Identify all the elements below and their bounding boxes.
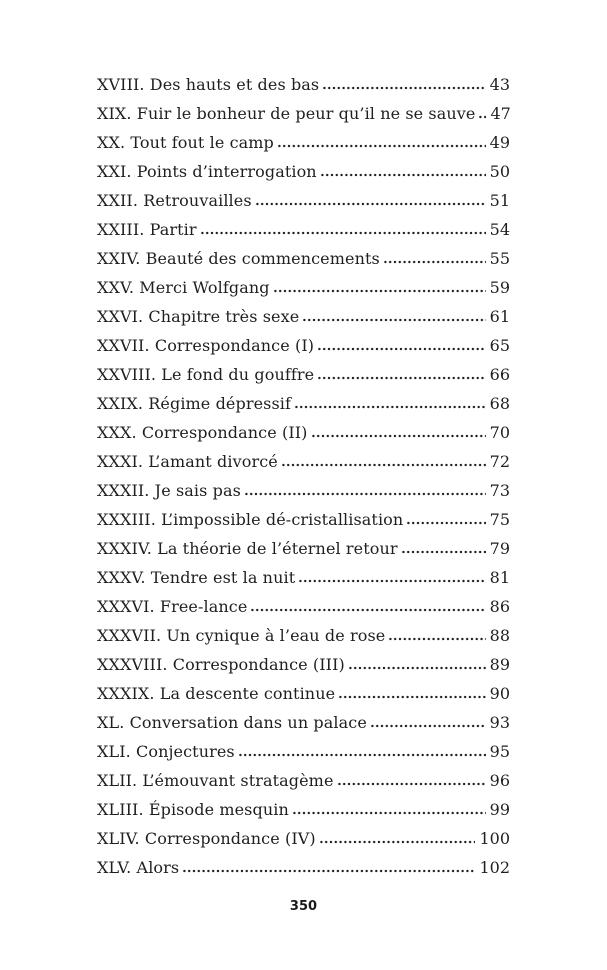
toc-entry-page: 73 (489, 481, 510, 500)
toc-leader-dots (273, 289, 486, 293)
toc-entry[interactable] (97, 186, 510, 215)
toc-entry-title: XXXVIII. Correspondance (III) (97, 655, 345, 674)
toc-leader-dots (322, 86, 485, 90)
toc-entry-title: XXIII. Partir (97, 220, 197, 239)
toc-entry[interactable] (97, 244, 510, 273)
toc-leader-dots (317, 347, 486, 351)
toc-entry-title: XXXI. L’amant divorcé (97, 452, 278, 471)
toc-leader-dots (320, 173, 486, 177)
toc-entry-page: 79 (489, 539, 510, 558)
toc-leader-dots (294, 405, 486, 409)
toc-leader-dots (383, 260, 486, 264)
toc-entry[interactable] (97, 592, 510, 621)
toc-entry-page: 90 (489, 684, 510, 703)
toc-entry-title: XXXVII. Un cynique à l’eau de rose (97, 626, 386, 645)
toc-entry[interactable] (97, 708, 510, 737)
toc-entry-page: 75 (489, 510, 510, 529)
toc-entry-title: XVIII. Des hauts et des bas (97, 75, 320, 94)
toc-entry-page: 70 (489, 423, 510, 442)
toc-leader-dots (478, 115, 486, 119)
toc-entry[interactable] (97, 418, 510, 447)
toc-leader-dots (319, 840, 476, 844)
toc-leader-dots (370, 724, 486, 728)
toc-entry[interactable] (97, 331, 510, 360)
toc-entry-page: 100 (479, 829, 510, 848)
toc-entry-title: XL. Conversation dans un palace (97, 713, 367, 732)
toc-entry-page: 95 (489, 742, 510, 761)
toc-entry-page: 51 (489, 191, 510, 210)
toc-entry[interactable] (97, 563, 510, 592)
toc-entry-page: 102 (479, 858, 510, 877)
toc-entry[interactable] (97, 157, 510, 186)
toc-entry-page: 72 (489, 452, 510, 471)
toc-leader-dots (401, 550, 486, 554)
toc-leader-dots (302, 318, 485, 322)
toc-leader-dots (292, 811, 486, 815)
toc-entry-title: XX. Tout fout le camp (97, 133, 274, 152)
toc-entry-page: 54 (489, 220, 510, 239)
toc-leader-dots (250, 608, 485, 612)
toc-entry-title: XXI. Points d’interrogation (97, 162, 317, 181)
toc-entry[interactable] (97, 476, 510, 505)
toc-entry-title: XXVII. Correspondance (I) (97, 336, 315, 355)
toc-leader-dots (255, 202, 486, 206)
toc-entry-page: 50 (489, 162, 510, 181)
toc-leader-dots (281, 463, 486, 467)
toc-entry[interactable] (97, 505, 510, 534)
toc-entry-title: XXXIX. La descente continue (97, 684, 336, 703)
toc-entry-title: XXXVI. Free-lance (97, 597, 248, 616)
toc-leader-dots (338, 695, 485, 699)
toc-leader-dots (388, 637, 485, 641)
toc-entry-title: XXIV. Beauté des commencements (97, 249, 380, 268)
toc-leader-dots (317, 376, 485, 380)
toc-entry-page: 65 (489, 336, 510, 355)
toc-leader-dots (277, 144, 486, 148)
toc-leader-dots (298, 579, 485, 583)
toc-entry-page: 96 (489, 771, 510, 790)
toc-leader-dots (337, 782, 486, 786)
toc-entry-page: 43 (489, 75, 510, 94)
toc-entry-title: XLIV. Correspondance (IV) (97, 829, 316, 848)
toc-entry[interactable] (97, 650, 510, 679)
toc-entry[interactable] (97, 99, 510, 128)
toc-entry[interactable] (97, 853, 510, 882)
toc-entry-title: XXXIII. L’impossible dé-cristallisation (97, 510, 404, 529)
toc-entry[interactable] (97, 360, 510, 389)
toc-entry-title: XIX. Fuir le bonheur de peur qu’il ne se sauve (97, 104, 476, 123)
toc-entry-page: 86 (489, 597, 510, 616)
toc-entry[interactable] (97, 795, 510, 824)
toc-entry[interactable] (97, 215, 510, 244)
toc-entry-title: XXXII. Je sais pas (97, 481, 241, 500)
toc-entry-title: XXXV. Tendre est la nuit (97, 568, 296, 587)
toc-entry-page: 81 (489, 568, 510, 587)
toc-entry[interactable] (97, 621, 510, 650)
toc-entry-title: XXXIV. La théorie de l’éternel retour (97, 539, 398, 558)
toc-entry[interactable] (97, 389, 510, 418)
toc-entry-title: XXII. Retrouvailles (97, 191, 252, 210)
toc-entry[interactable] (97, 534, 510, 563)
toc-entry-title: XXIX. Régime dépressif (97, 394, 291, 413)
toc-entry[interactable] (97, 824, 510, 853)
toc-entry-title: XXVI. Chapitre très sexe (97, 307, 300, 326)
toc-entry[interactable] (97, 128, 510, 157)
toc-leader-dots (406, 521, 485, 525)
toc-entry-page: 61 (489, 307, 510, 326)
toc-entry-page: 47 (490, 104, 511, 123)
toc-entry[interactable] (97, 766, 510, 795)
toc-entry-title: XXV. Merci Wolfgang (97, 278, 270, 297)
toc-entry[interactable] (97, 447, 510, 476)
toc-entry-title: XLI. Conjectures (97, 742, 235, 761)
toc-entry-title: XLV. Alors (97, 858, 180, 877)
toc-entry-page: 93 (489, 713, 510, 732)
toc-entry[interactable] (97, 737, 510, 766)
toc-entry-title: XXVIII. Le fond du gouffre (97, 365, 315, 384)
toc-entry[interactable] (97, 273, 510, 302)
toc-entry-page: 66 (489, 365, 510, 384)
toc-entry[interactable] (97, 679, 510, 708)
footer-page-number: 350 (289, 899, 318, 914)
toc-leader-dots (238, 753, 486, 757)
toc-leader-dots (244, 492, 486, 496)
toc-leader-dots (311, 434, 486, 438)
toc-leader-dots (200, 231, 486, 235)
toc-entry-page: 55 (489, 249, 510, 268)
toc-entry-page: 88 (489, 626, 510, 645)
toc-entry-title: XLIII. Épisode mesquin (97, 800, 289, 819)
toc-entry-page: 59 (489, 278, 510, 297)
toc-entry-page: 68 (489, 394, 510, 413)
toc-entry-title: XLII. L’émouvant stratagème (97, 771, 334, 790)
toc-leader-dots (182, 869, 475, 873)
toc-entry[interactable] (97, 70, 510, 99)
toc-entry-page: 49 (489, 133, 510, 152)
toc-entry-page: 89 (489, 655, 510, 674)
toc-leader-dots (348, 666, 486, 670)
toc-list (97, 70, 510, 882)
toc-entry-page: 99 (489, 800, 510, 819)
toc-entry[interactable] (97, 302, 510, 331)
toc-entry-title: XXX. Correspondance (II) (97, 423, 308, 442)
